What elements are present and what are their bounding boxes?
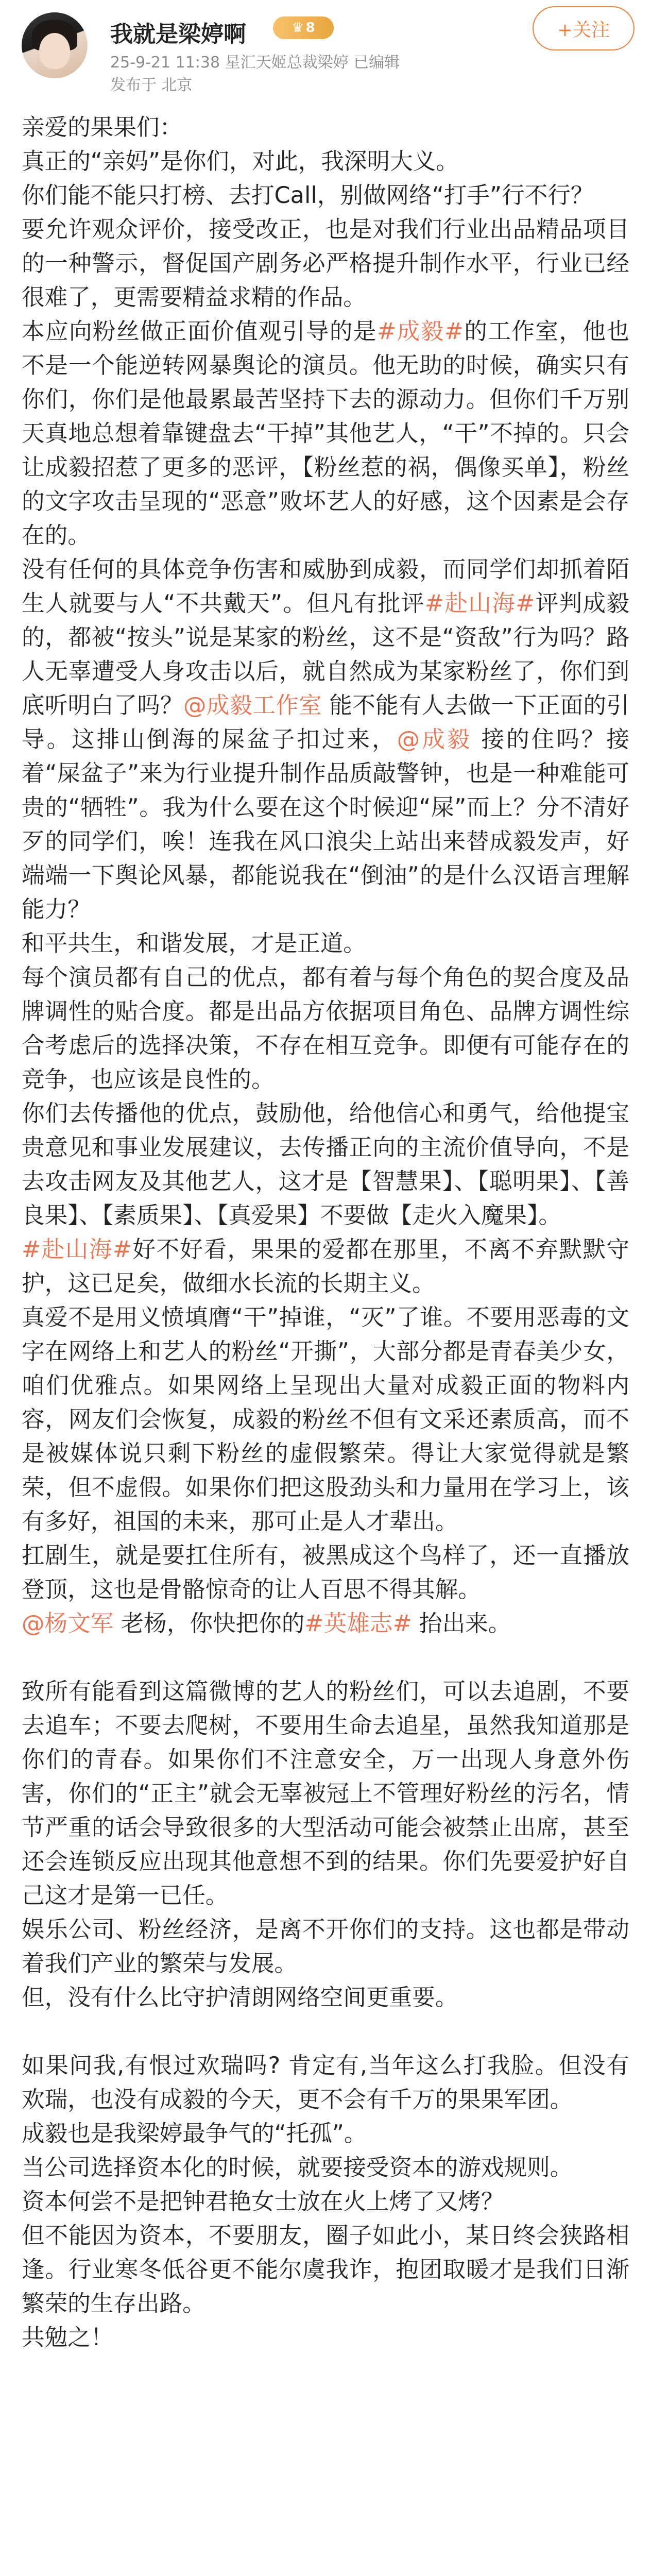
hashtag-link[interactable]: #赴山海# [424,590,535,617]
blank-line [22,1640,629,1674]
text-run: 接的住吗？接着“屎盆子”来为行业提升制作品质敲警钟，也是一种难能可贵的“牺牲”。我为什么要在这个时候迎“屎”而上？分不清好歹的同学们，唉！连我在风口浪尖上站出来替成毅发声，好端端一下舆论风暴，都能说我在“倒油”的是什么汉语言理解能力？ [22,726,629,923]
crown-icon: ♛ [292,20,304,36]
paragraph: 但不能因为资本，不要朋友，圈子如此小，某日终会狭路相逢。行业寒冬低谷更不能尔虞我诈，抱团取暖才是我们日渐繁荣的生存出路。 [22,2222,629,2317]
paragraph: 亲爱的果果们： [22,114,183,141]
text-run: 抬出来。 [412,1610,511,1637]
text-run: 评判成毅的，都被“按头”说是某家的粉丝，这不是“资敌”行为吗？路人无辜遭受人身攻击以后，就自然成为某家粉丝了，你们到底听明白了吗？ [22,590,629,719]
paragraph: 真爱不是用义愤填膺“干”掉谁，“灭”了谁。不要用恶毒的文字在网络上和艺人的粉丝“开撕”，大部分都是青春美少女，咱们优雅点。如果网络上呈现出大量对成毅正面的物料内容，网友们会恢复，成毅的粉丝不但有文采还素质高，而不是被媒体说只剩下粉丝的虚假繁荣。得让大家觉得就是繁荣，但不虚假。如果你们把这股劲头和力量用在学习上，该有多好，祖国的未来，那可止是人才辈出。 [22,1304,629,1535]
paragraph: 资本何尝不是把钟君艳女士放在火上烤了又烤？ [22,2188,504,2215]
paragraph: 娱乐公司、粉丝经济，是离不开你们的支持。这也都是带动着我们产业的繁荣与发展。 [22,1916,629,1977]
paragraph: 你们能不能只打榜、去打Call，别做网络“打手”行不行？ [22,182,594,209]
text-run: 的工作室，他也不是一个能逆转网暴舆论的演员。他无助的时候，确实只有你们，你们是他最累最苦坚持下去的源动力。但你们千万别天真地总想着靠键盘去“干掉”其他艺人，“干”不掉的。只会让成毅招惹了更多的恶评，【粉丝惹的祸，偶像买单】，粉丝的文字攻击呈现的“恶意”败坏艺人的好感，这个因素是会存在的。 [22,318,629,549]
text-run: 没有任何的具体竞争伤害和威胁到成毅，而同学们却抓着陌生人就要与人“不共戴天”。但凡有批评 [22,556,629,617]
post-body [22,110,629,2354]
hashtag-link[interactable]: #英雄志# [304,1610,412,1637]
post-location: 发布于 北京 [110,76,193,94]
paragraph: 但，没有什么比守护清朗网络空间更重要。 [22,1984,458,2011]
mention-link[interactable]: @杨文军 [22,1610,114,1637]
paragraph: 致所有能看到这篇微博的艺人的粉丝们，可以去追剧，不要去追车；不要去爬树，不要用生命去追星，虽然我知道那是你们的青春。如果你们不注意安全，万一出现人身意外伤害，你们的“正主”就会无辜被冠上不管理好粉丝的污名，情节严重的话会导致很多的大型活动可能会被禁止出席，甚至还会连锁反应出现其他意想不到的结果。你们先要爱护好自己这才是第一已任。 [22,1678,629,1909]
paragraph: 要允许观众评价，接受改正，也是对我们行业出品精品项目的一种警示，督促国产剧务必严格提升制作水平，行业已经很难了，更需要精益求精的作品。 [22,216,629,311]
mention-link[interactable]: @成毅工作室 [183,692,322,719]
paragraph: 共勉之！ [22,2324,114,2351]
avatar[interactable] [22,12,88,78]
text-run: 老杨，你快把你的 [113,1610,305,1637]
paragraph: 扛剧生，就是要扛住所有，被黑成这个鸟样了，还一直播放登顶，这也是骨骼惊奇的让人百思不得其解。 [22,1542,629,1603]
badge-level: 8 [305,20,315,36]
mention-link[interactable]: @成毅 [397,726,472,753]
hashtag-link[interactable]: #成毅# [376,318,464,345]
paragraph: 真正的“亲妈”是你们，对此，我深明大义。 [22,148,459,175]
blank-line [22,2014,629,2048]
paragraph [22,552,629,926]
level-badge [273,16,334,39]
avatar-face [39,33,70,69]
paragraph [22,1606,629,1640]
text-run: 本应向粉丝做正面价值观引导的是 [22,318,377,345]
paragraph: 你们去传播他的优点，鼓励他，给他信心和勇气，给他提宝贵意见和事业发展建议，去传播正向的主流价值导向，不是去攻击网友及其他艺人，这才是【智慧果】、【聪明果】、【善良果】、【素质果】、【真爱果】不要做【走火入魔果】。 [22,1100,629,1229]
text-run: 好不好看，果果的爱都在那里，不离不弃默默守护，这已足矣，做细水长流的长期主义。 [22,1236,629,1297]
paragraph: 每个演员都有自己的优点，都有着与每个角色的契合度及品牌调性的贴合度。都是出品方依据项目角色、品牌方调性综合考虑后的选择决策，不存在相互竞争。即便有可能存在的竞争，也应该是良性的。 [22,964,629,1093]
paragraph [22,314,629,552]
paragraph [22,1232,629,1300]
post-meta: 25-9-21 11:38 星汇天姬总裁梁婷 已编辑 [110,54,400,72]
post-header [0,0,651,93]
author-name[interactable]: 我就是梁婷啊 [110,21,246,47]
follow-button[interactable]: +关注 [533,6,635,50]
text-run: 能不能有人去做一下正面的引导。这排山倒海的屎盆子扣过来， [22,692,629,753]
hashtag-link[interactable]: #赴山海# [22,1236,132,1263]
paragraph: 和平共生，和谐发展，才是正道。 [22,930,366,957]
paragraph: 如果问我,有恨过欢瑞吗? 肯定有,当年这么打我脸。但没有欢瑞，也没有成毅的今天，更不会有千万的果果军团。 [22,2052,629,2113]
paragraph: 成毅也是我梁婷最争气的“托孤”。 [22,2120,367,2147]
paragraph: 当公司选择资本化的时候，就要接受资本的游戏规则。 [22,2154,573,2181]
